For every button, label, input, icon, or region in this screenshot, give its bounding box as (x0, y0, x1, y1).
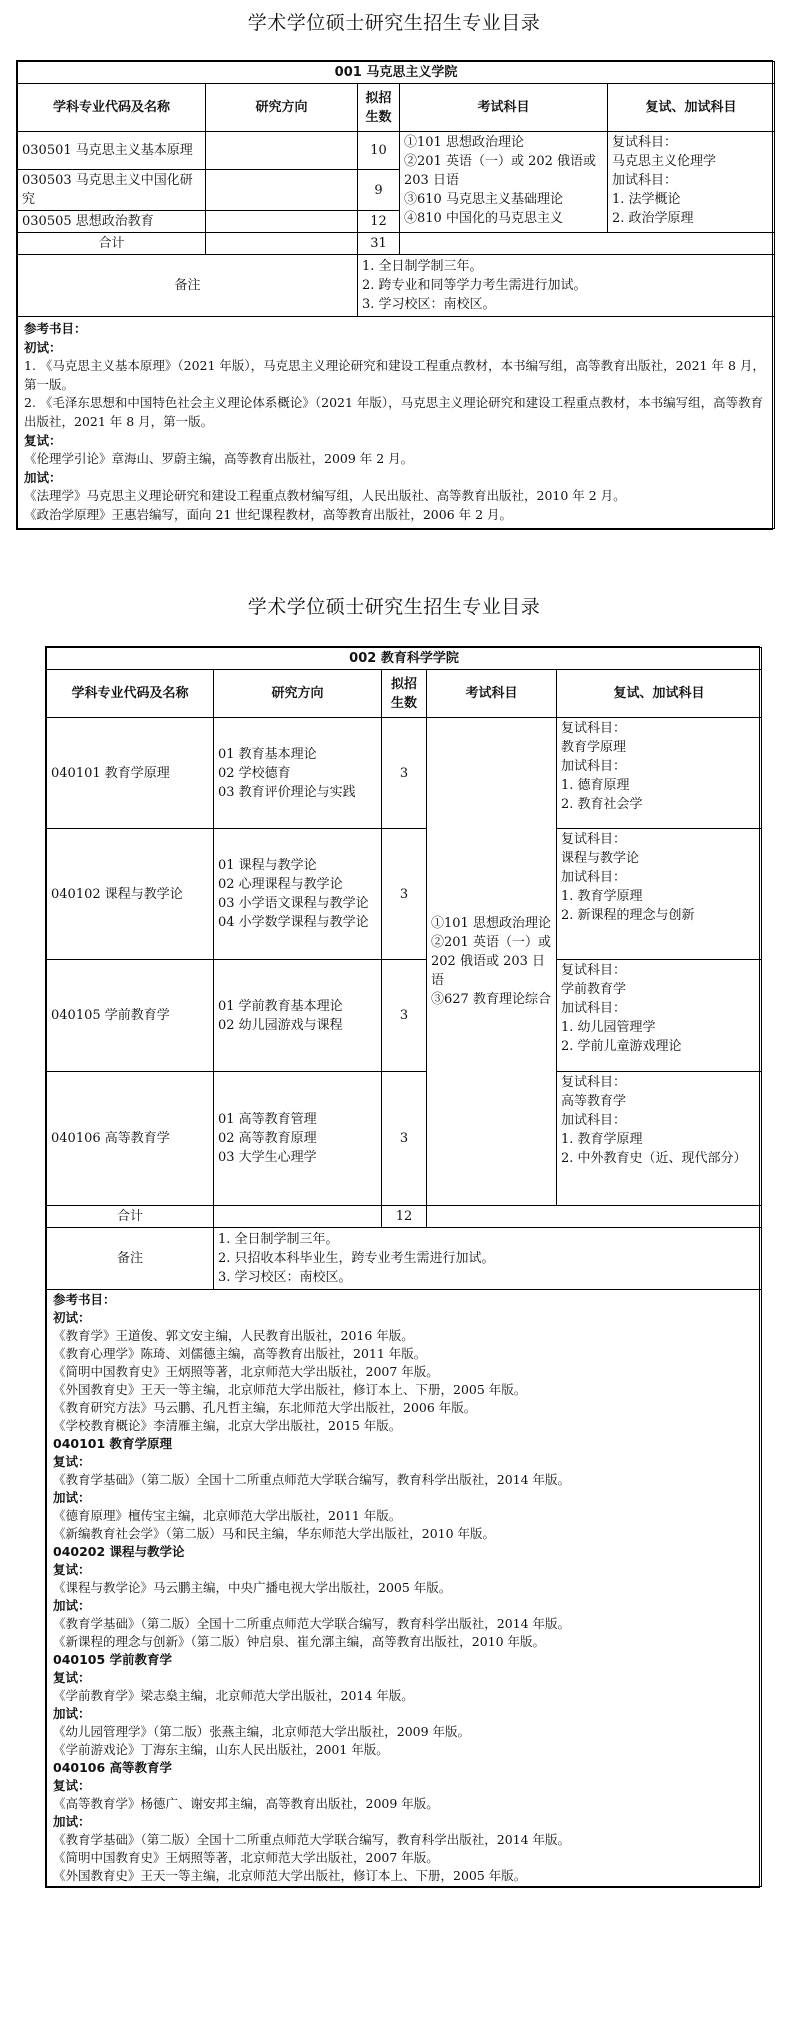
retest-subjects: 复试科目： 马克思主义伦理学 加试科目： 1. 法学概论 2. 政治学原理 (608, 132, 775, 233)
enroll-count: 3 (382, 960, 427, 1072)
retest-subjects: 复试科目： 高等教育学 加试科目： 1. 教育学原理 2. 中外教育史（近、现代部分） (557, 1072, 762, 1206)
total-label: 合计 (18, 233, 206, 255)
notes-row (47, 1228, 762, 1290)
page-title-2: 学术学位硕士研究生招生专业目录 (247, 596, 541, 618)
major-name: 040106 高等教育学 (47, 1072, 214, 1206)
total-count: 31 (358, 233, 400, 255)
notes-content: 1. 全日制学制三年。 2. 跨专业和同等学力考生需进行加试。 3. 学习校区：南校区。 (358, 255, 775, 317)
table-row (47, 829, 762, 960)
exam-subjects: ①101 思想政治理论 ②201 英语（一）或 202 俄语或 203 日语 ③627 教育理论综合 (427, 718, 557, 1206)
page-title-1: 学术学位硕士研究生招生专业目录 (247, 12, 541, 34)
header-direction: 研究方向 (214, 670, 382, 718)
enroll-count: 9 (358, 170, 400, 211)
major-name: 030503 马克思主义中国化研究 (18, 170, 206, 211)
major-name: 030501 马克思主义基本原理 (18, 132, 206, 170)
catalog-table-001 (16, 60, 773, 530)
total-label: 合计 (47, 1206, 214, 1228)
total-row (18, 233, 775, 255)
header-exam: 考试科目 (427, 670, 557, 718)
direction (206, 211, 358, 233)
header-major: 学科专业代码及名称 (18, 84, 206, 132)
college-name: 001 马克思主义学院 (18, 62, 775, 84)
table-row (47, 960, 762, 1072)
direction (206, 132, 358, 170)
enroll-count: 3 (382, 1072, 427, 1206)
enroll-count: 12 (358, 211, 400, 233)
reference-books-1: 参考书目： 初试： 1. 《马克思主义基本原理》（2021 年版），马克思主义理论研究和建设工程重点教材，本书编写组，高等教育出版社，2021 年 8 月，第一版。 2. 《毛泽东思想和中国特色社会主义理论体系概论》（2021 年版），马克思主义理论研究和建设工程重点教材，本书编写组，高等教育出版社，2021 年 8 月，第一版。 复试： 《伦理学引论》章海山、罗蔚主编，高等教育出版社，2009 年 2 月。 加试： 《法理学》马克思主义理论研究和建设工程重点教材编写组，人民出版社、高等教育出版社，2010 年 2 月。 《政治学原理》王惠岩编写，面向 21 世纪课程教材，高等教育出版社，2006 年 2 月。 (18, 317, 775, 529)
direction (206, 170, 358, 211)
header-retest: 复试、加试科目 (557, 670, 762, 718)
table-row (47, 718, 762, 829)
enroll-count: 3 (382, 829, 427, 960)
catalog-table-002 (45, 646, 760, 1888)
table-row (18, 132, 775, 170)
total-count: 12 (382, 1206, 427, 1228)
directions: 01 学前教育基本理论 02 幼儿园游戏与课程 (214, 960, 382, 1072)
exam-subjects: ①101 思想政治理论 ②201 英语（一）或 202 俄语或 203 日语 ③610 马克思主义基础理论 ④810 中国化的马克思主义 (400, 132, 608, 233)
directions: 01 高等教育管理 02 高等教育原理 03 大学生心理学 (214, 1072, 382, 1206)
reference-books-2: 参考书目： 初试： 《教育学》王道俊、郭文安主编，人民教育出版社，2016 年版。 《教育心理学》陈琦、刘儒德主编，高等教育出版社，2011 年版。 《简明中国教育史》王炳照等著，北京师范大学出版社，2007 年版。 《外国教育史》王天一等主编，北京师范大学出版社，修订本上、下册，2005 年版。 《教育研究方法》马云鹏、孔凡哲主编，东北师范大学出版社，2006 年版。 《学校教育概论》李清雁主编，北京大学出版社，2015 年版。 040101 教育学原理 复试： 《教育学基础》（第二版）全国十二所重点师范大学联合编写，教育科学出版社，2014 年版。 加试： 《德育原理》檀传宝主编，北京师范大学出版社，2011 年版。 《新编教育社会学》（第二版）马和民主编，华东师范大学出版社，2010 年版。 040202 课程与教学论 复试： 《课程与教学论》马云鹏主编，中央广播电视大学出版社，2005 年版。 加试： 《教育学基础》（第二版）全国十二所重点师范大学联合编写，教育科学出版社，2014 年版。 《新课程的理念与创新》（第二版）钟启泉、崔允漷主编，高等教育出版社，2010 年版。 040105 学前教育学 复试： 《学前教育学》梁志燊主编，北京师范大学出版社，2014 年版。 加试： 《幼儿园管理学》（第二版）张燕主编，北京师范大学出版社，2009 年版。 《学前游戏论》丁海东主编，山东人民出版社，2001 年版。 040106 高等教育学 复试： 《高等教育学》杨德广、谢安邦主编，高等教育出版社，2009 年版。 加试： 《教育学基础》（第二版）全国十二所重点师范大学联合编写，教育科学出版社，2014 年版。 《简明中国教育史》王炳照等著，北京师范大学出版社，2007 年版。 《外国教育史》王天一等主编，北京师范大学出版社，修订本上、下册，2005 年版。 (47, 1290, 762, 1887)
header-exam: 考试科目 (400, 84, 608, 132)
total-row (47, 1206, 762, 1228)
major-name: 040102 课程与教学论 (47, 829, 214, 960)
notes-content: 1. 全日制学制三年。 2. 只招收本科毕业生，跨专业考生需进行加试。 3. 学习校区：南校区。 (214, 1228, 762, 1290)
major-name: 040101 教育学原理 (47, 718, 214, 829)
retest-subjects: 复试科目： 教育学原理 加试科目： 1. 德育原理 2. 教育社会学 (557, 718, 762, 829)
directions: 01 教育基本理论 02 学校德育 03 教育评价理论与实践 (214, 718, 382, 829)
retest-subjects: 复试科目： 学前教育学 加试科目： 1. 幼儿园管理学 2. 学前儿童游戏理论 (557, 960, 762, 1072)
college-name: 002 教育科学学院 (47, 648, 762, 670)
header-direction: 研究方向 (206, 84, 358, 132)
notes-row (18, 255, 775, 317)
header-retest: 复试、加试科目 (608, 84, 775, 132)
header-major: 学科专业代码及名称 (47, 670, 214, 718)
enroll-count: 10 (358, 132, 400, 170)
notes-label: 备注 (18, 255, 358, 317)
notes-label: 备注 (47, 1228, 214, 1290)
retest-subjects: 复试科目： 课程与教学论 加试科目： 1. 教育学原理 2. 新课程的理念与创新 (557, 829, 762, 960)
table-row (47, 1072, 762, 1206)
directions: 01 课程与教学论 02 心理课程与教学论 03 小学语文课程与教学论 04 小学数学课程与教学论 (214, 829, 382, 960)
major-name: 040105 学前教育学 (47, 960, 214, 1072)
header-count: 拟招生数 (382, 670, 427, 718)
major-name: 030505 思想政治教育 (18, 211, 206, 233)
enroll-count: 3 (382, 718, 427, 829)
header-count: 拟招生数 (358, 84, 400, 132)
